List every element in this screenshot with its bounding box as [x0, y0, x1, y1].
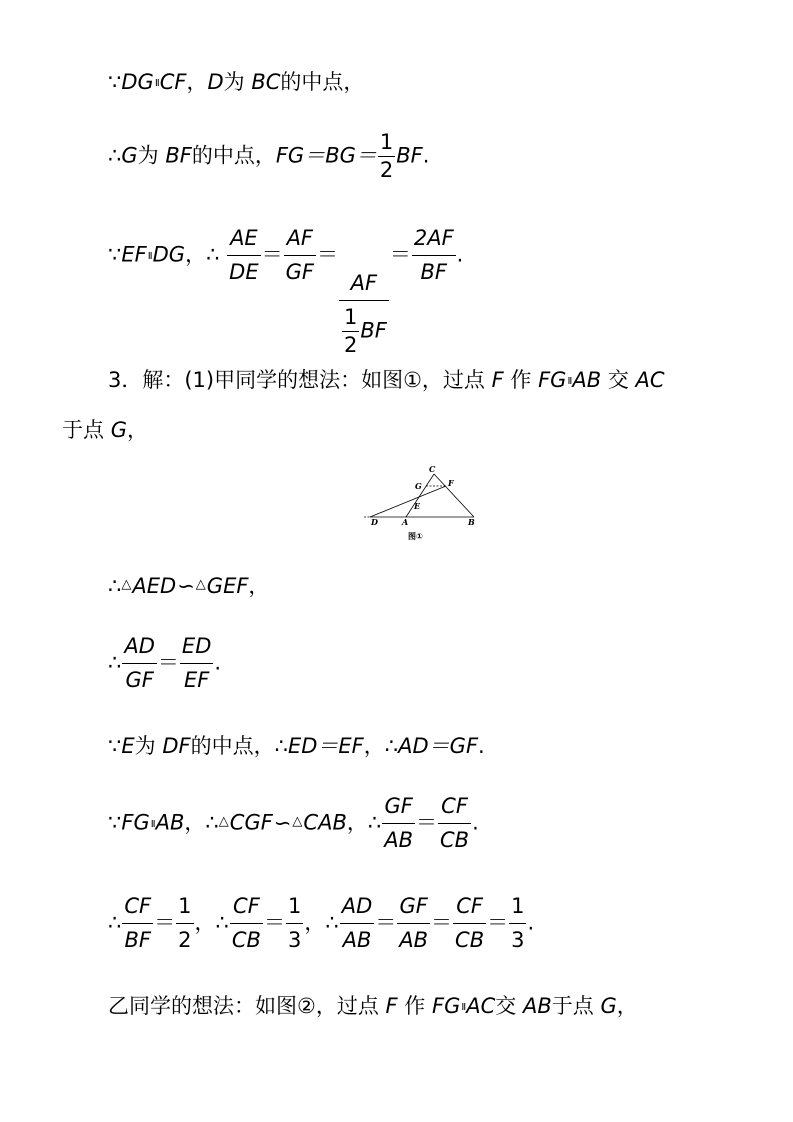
frac-den: AB [399, 928, 429, 952]
text-midpoint: 的中点， [191, 143, 276, 168]
comma: ， [126, 418, 148, 442]
line-7 [108, 636, 221, 691]
frac-den: BF [420, 260, 447, 284]
therefore-symbol: ∴ [108, 143, 122, 168]
text-midpoint: 的中点， [280, 70, 365, 94]
frac-den: 3 [511, 928, 525, 952]
seg-fg: FG [538, 368, 567, 392]
frac-den [339, 301, 389, 356]
period: . [214, 650, 222, 675]
label-d: D [371, 517, 378, 527]
equals: ＝ [375, 910, 397, 935]
therefore-symbol: ∴ [367, 810, 382, 835]
because-symbol: ∵ [108, 734, 122, 758]
fraction-2af-bf [412, 228, 456, 283]
period: . [456, 242, 464, 267]
triangle-cgf: CGF [229, 810, 273, 835]
parallel-symbol: II [154, 78, 159, 89]
equals: ＝ [487, 910, 509, 935]
frac-num: 1 [287, 894, 302, 918]
frac-num: 1 [178, 894, 192, 918]
text-zuo: 作 [404, 994, 432, 1018]
fraction-ad-ab [340, 896, 375, 951]
fraction-af-gf [284, 228, 316, 283]
seg-fg: FG [121, 810, 150, 835]
seg-cf: CF [159, 70, 187, 94]
comma: ， [248, 574, 270, 598]
period: . [478, 734, 485, 758]
frac-num: 1 [379, 130, 394, 154]
line-1 [108, 72, 364, 93]
text-yudian: 于点 [551, 994, 601, 1018]
equals: ＝ [316, 242, 338, 267]
seg-bf: BF [360, 318, 387, 342]
equals: ＝ [157, 650, 179, 675]
frac-num: GF [399, 894, 428, 918]
period: . [472, 810, 479, 835]
frac-den: EF [183, 668, 210, 692]
seg-ef: EF [121, 242, 147, 267]
text-wei: 为 [223, 70, 245, 94]
seg-ab: AB [155, 810, 185, 835]
seg-ac: AC [466, 994, 496, 1018]
fraction-ae-de [227, 228, 260, 283]
equals: ＝ [261, 242, 283, 267]
comma: ， [363, 734, 385, 758]
fraction-one-half [176, 896, 193, 951]
period: . [422, 143, 430, 168]
equation-fg-bg: FG＝BG＝ [275, 143, 377, 168]
method-b-intro: 乙同学的想法：如图②，过点 [108, 994, 386, 1018]
label-b: B [468, 517, 475, 527]
equation-ed-ef: ED＝EF [287, 734, 364, 758]
label-c: C [429, 464, 436, 474]
frac-den: GF [285, 260, 314, 284]
seg-ab: AB [572, 368, 602, 392]
comma: ， [194, 910, 216, 935]
frac-den: CB [440, 828, 470, 852]
frac-num: CF [233, 894, 260, 918]
label-e: E [414, 501, 421, 511]
fraction-cf-cb [438, 796, 471, 851]
segment-df [370, 486, 446, 517]
parallel-symbol: II [147, 250, 152, 262]
frac-den: 2 [379, 158, 394, 182]
fraction-one-third [509, 896, 526, 951]
label-a: A [402, 517, 409, 527]
text-jiao: 交 [607, 368, 636, 392]
similar-symbol: ∽ [177, 574, 195, 598]
frac-den: 3 [287, 928, 302, 952]
therefore-symbol: ∴ [108, 650, 122, 675]
frac-num: CF [441, 794, 468, 818]
because-symbol: ∵ [108, 70, 122, 94]
text-wei: 为 [137, 143, 159, 168]
line-6 [108, 576, 269, 597]
line-2 [108, 132, 429, 181]
therefore-symbol: ∴ [108, 574, 122, 598]
fraction-cf-cb [453, 896, 486, 951]
frac-num: 1 [343, 304, 358, 329]
seg-fg: FG [431, 994, 461, 1018]
seg-bf: BF [165, 143, 192, 168]
frac-den: CB [455, 928, 485, 952]
because-symbol: ∵ [108, 810, 122, 835]
comma: ， [346, 810, 368, 835]
frac-num: 2AF [413, 226, 454, 250]
seg-dg: DG [121, 70, 154, 94]
line-9 [108, 796, 479, 851]
fraction-cf-bf [122, 896, 153, 951]
frac-num: CF [456, 894, 483, 918]
therefore-symbol: ∴ [384, 734, 399, 758]
seg-ab: AB [522, 994, 552, 1018]
frac-den: 2 [178, 928, 192, 952]
frac-num: CF [124, 894, 152, 918]
frac-den: 2 [343, 332, 358, 357]
line-8 [108, 736, 485, 757]
line-10 [108, 896, 534, 951]
point-g: G [121, 143, 138, 168]
parallel-symbol: II [150, 818, 155, 830]
triangle-symbol: △ [292, 813, 303, 829]
fraction-ad-gf [122, 636, 157, 691]
therefore-symbol: ∴ [205, 810, 219, 835]
point-e: E [121, 734, 135, 758]
fraction-af-half-bf [339, 270, 389, 357]
comma: ， [186, 70, 208, 94]
label-g: G [415, 481, 422, 491]
equals: ＝ [154, 910, 176, 935]
frac-den: AB [342, 928, 372, 952]
fraction-ed-ef [180, 636, 213, 691]
frac-num: AD [341, 894, 373, 918]
period: . [527, 910, 535, 935]
comma: ， [184, 810, 206, 835]
line-5 [62, 420, 148, 441]
triangle-symbol: △ [195, 577, 206, 592]
frac-num: GF [384, 794, 413, 818]
seg-bc: BC [251, 70, 281, 94]
parallel-symbol: II [461, 1002, 466, 1013]
text-wei: 为 [134, 734, 156, 758]
point-g: G [110, 418, 127, 442]
point-g: G [600, 994, 617, 1018]
therefore-symbol: ∴ [206, 242, 220, 267]
text-jiao: 交 [495, 994, 523, 1018]
fraction-gf-ab [397, 896, 430, 951]
frac-num: AF [286, 226, 314, 250]
text-zuo: 作 [510, 368, 539, 392]
line-11 [108, 996, 638, 1017]
frac-den: GF [125, 668, 154, 692]
point-f: F [491, 368, 504, 392]
fraction-gf-ab [382, 796, 415, 851]
frac-num: AD [124, 634, 155, 658]
frac-num: AF [350, 270, 378, 295]
equals: ＝ [263, 910, 285, 935]
similar-symbol: ∽ [273, 810, 292, 835]
figure-caption: 图① [408, 532, 423, 541]
triangle-cab: CAB [303, 810, 347, 835]
point-d: D [207, 70, 224, 94]
equals: ＝ [389, 242, 411, 267]
point-f: F [385, 994, 398, 1018]
frac-den: BF [124, 928, 151, 952]
triangle-symbol: △ [218, 813, 229, 829]
parallel-symbol: II [567, 376, 572, 387]
segment-cb [434, 474, 474, 517]
frac-num: 1 [511, 894, 525, 918]
solution-intro: 3．解：(1)甲同学的想法：如图①，过点 [108, 368, 492, 392]
because-symbol: ∵ [108, 242, 122, 267]
fraction-half [342, 304, 359, 357]
seg-bf: BF [396, 143, 423, 168]
text-midpoint: 的中点， [190, 734, 275, 758]
triangle-aed: AED [132, 574, 177, 598]
frac-num: ED [181, 634, 212, 658]
equals: ＝ [431, 910, 453, 935]
text-yudian: 于点 [62, 418, 111, 442]
figure-1 [364, 462, 484, 542]
comma: ， [304, 910, 326, 935]
equation-ad-gf: AD＝GF [398, 734, 479, 758]
line-4 [108, 370, 665, 391]
therefore-symbol: ∴ [215, 910, 229, 935]
triangle-gef: GEF [206, 574, 249, 598]
comma: ， [185, 242, 207, 267]
frac-den: AB [384, 828, 414, 852]
therefore-symbol: ∴ [274, 734, 288, 758]
frac-den: DE [229, 260, 259, 284]
therefore-symbol: ∴ [108, 910, 122, 935]
line-3 [108, 228, 463, 356]
label-f: F [448, 478, 454, 488]
equals: ＝ [416, 810, 438, 835]
seg-dg: DG [152, 242, 186, 267]
fraction-half [378, 132, 395, 181]
frac-den: CB [231, 928, 261, 952]
seg-ac: AC [635, 368, 665, 392]
comma: ， [616, 994, 638, 1018]
seg-df: DF [162, 734, 191, 758]
fraction-one-third [286, 896, 303, 951]
triangle-symbol: △ [121, 577, 132, 592]
fraction-cf-cb [230, 896, 263, 951]
therefore-symbol: ∴ [325, 910, 339, 935]
frac-num: AE [230, 226, 258, 250]
